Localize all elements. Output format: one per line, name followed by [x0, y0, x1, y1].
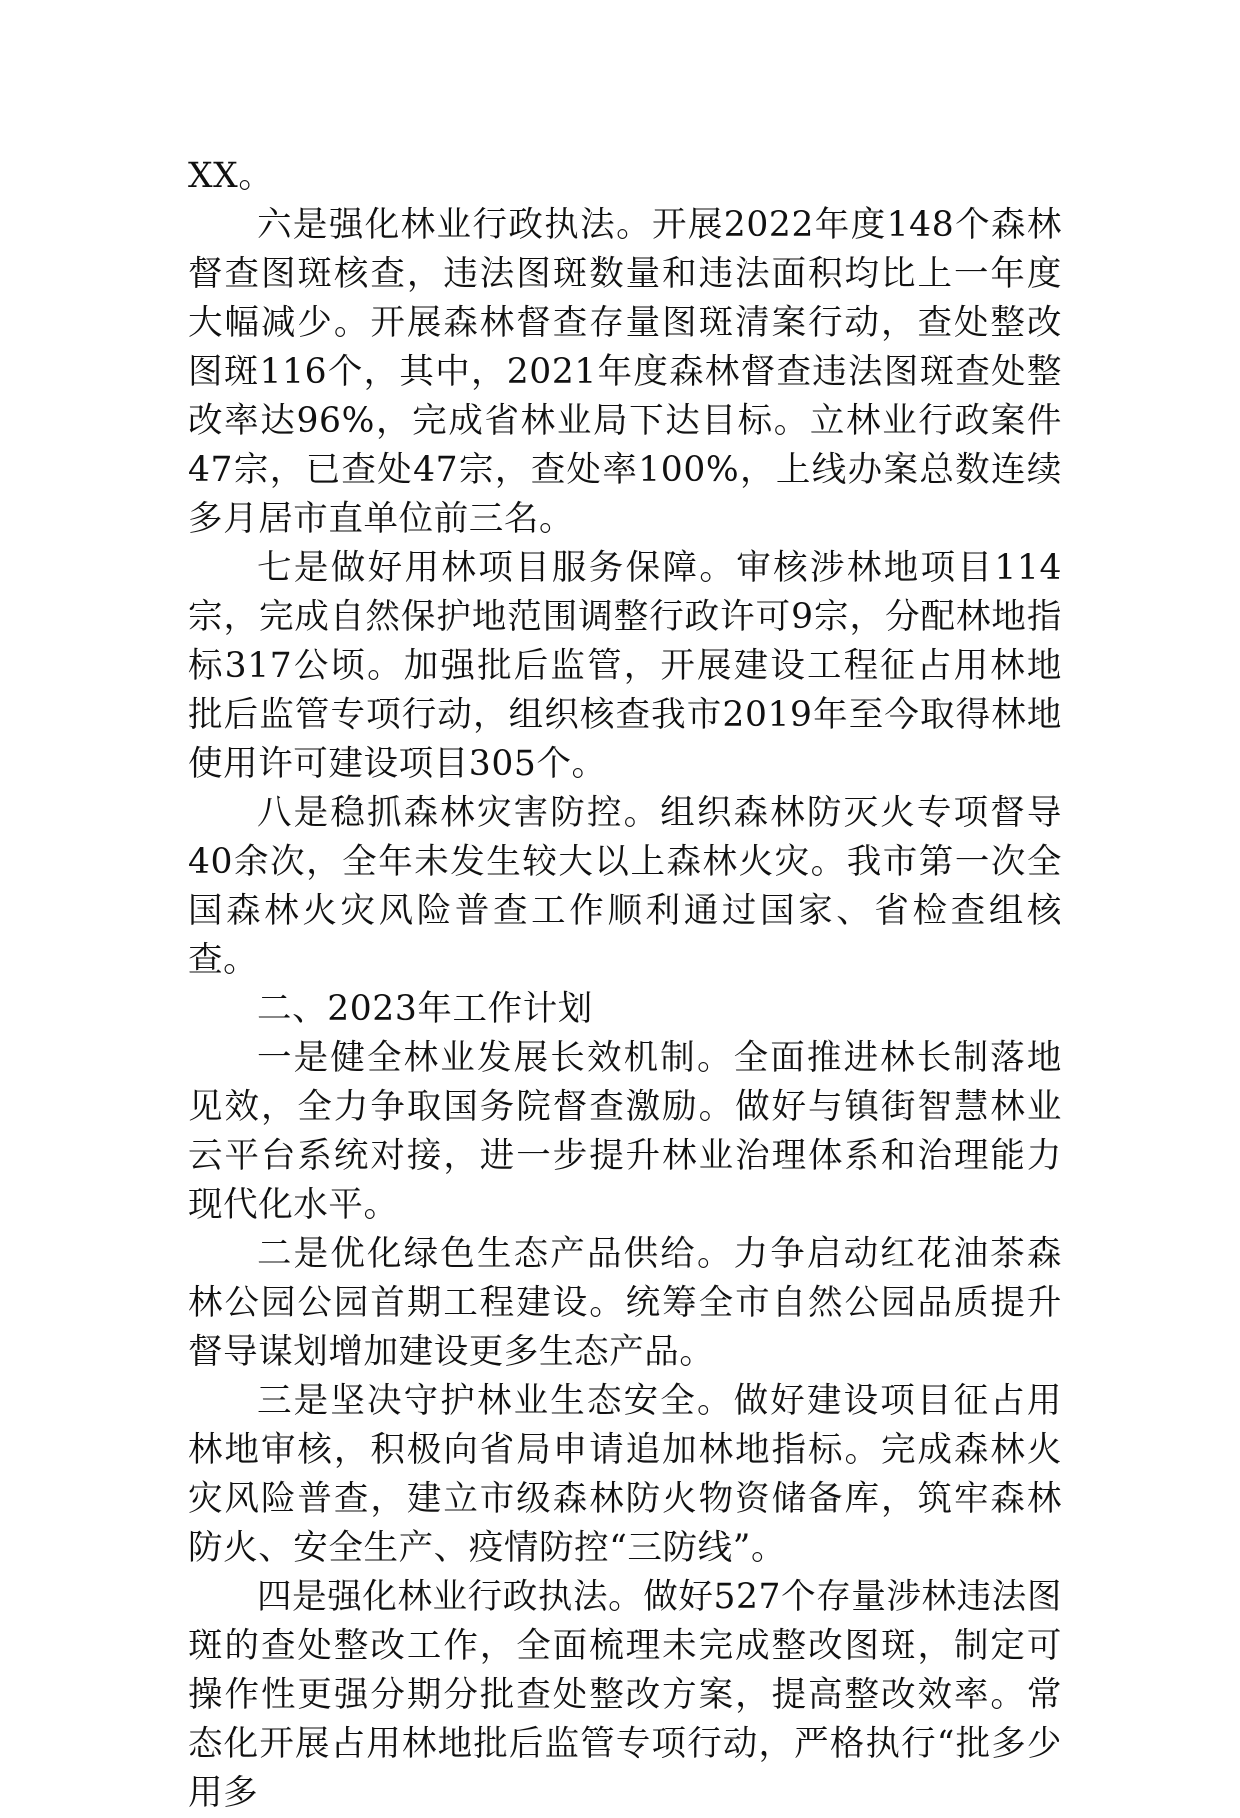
paragraph-forest-disaster-prevention: 八是稳抓森林灾害防控。组织森林防灭火专项督导40余次，全年未发生较大以上森林火灾。我市第一次全国森林火灾风险普查工作顺利通过国家、省检查组核查。 — [188, 793, 1062, 980]
paragraph-ecological-products: 二是优化绿色生态产品供给。力争启动红花油茶森林公园公园首期工程建设。统筹全市自然公园品质提升督导谋划增加建设更多生态产品。 — [188, 1234, 1062, 1372]
paragraph-forestry-enforcement-2022: 六是强化林业行政执法。开展2022年度148个森林督查图斑核查，违法图斑数量和违法面积均比上一年度大幅减少。开展森林督查存量图斑清案行动，查处整改图斑116个，其中，2021年度森林督查违法图斑查处整改率达96%，完成省林业局下达目标。立林业行政案件47宗，已查处47宗，查处率100%，上线办案总数连续多月居市直单位前三名。 — [188, 205, 1062, 539]
paragraph-enforcement-2023: 四是强化林业行政执法。做好527个存量涉林违法图斑的查处整改工作，全面梳理未完成整改图斑，制定可操作性更强分期分批查处整改方案，提高整改效率。常态化开展占用林地批后监管专项行动，严格执行“批多少用多 — [188, 1577, 1062, 1813]
paragraph-ecological-security: 三是坚决守护林业生态安全。做好建设项目征占用林地审核，积极向省局申请追加林地指标。完成森林火灾风险普查，建立市级森林防火物资储备库，筑牢森林防火、安全生产、疫情防控“三防线”。 — [188, 1381, 1062, 1568]
document-page — [188, 152, 1062, 1818]
paragraph-long-term-mechanism: 一是健全林业发展长效机制。全面推进林长制落地见效，全力争取国务院督查激励。做好与镇街智慧林业云平台系统对接，进一步提升林业治理体系和治理能力现代化水平。 — [188, 1038, 1062, 1225]
section-heading-2023-plan: 二、2023年工作计划 — [257, 989, 593, 1029]
paragraph-forest-land-projects: 七是做好用林项目服务保障。审核涉林地项目114宗，完成自然保护地范围调整行政许可9宗，分配林地指标317公顷。加强批后监管，开展建设工程征占用林地批后监管专项行动，组织核查我市2019年至今取得林地使用许可建设项目305个。 — [188, 548, 1062, 784]
paragraph-continuation: XX。 — [188, 156, 274, 196]
